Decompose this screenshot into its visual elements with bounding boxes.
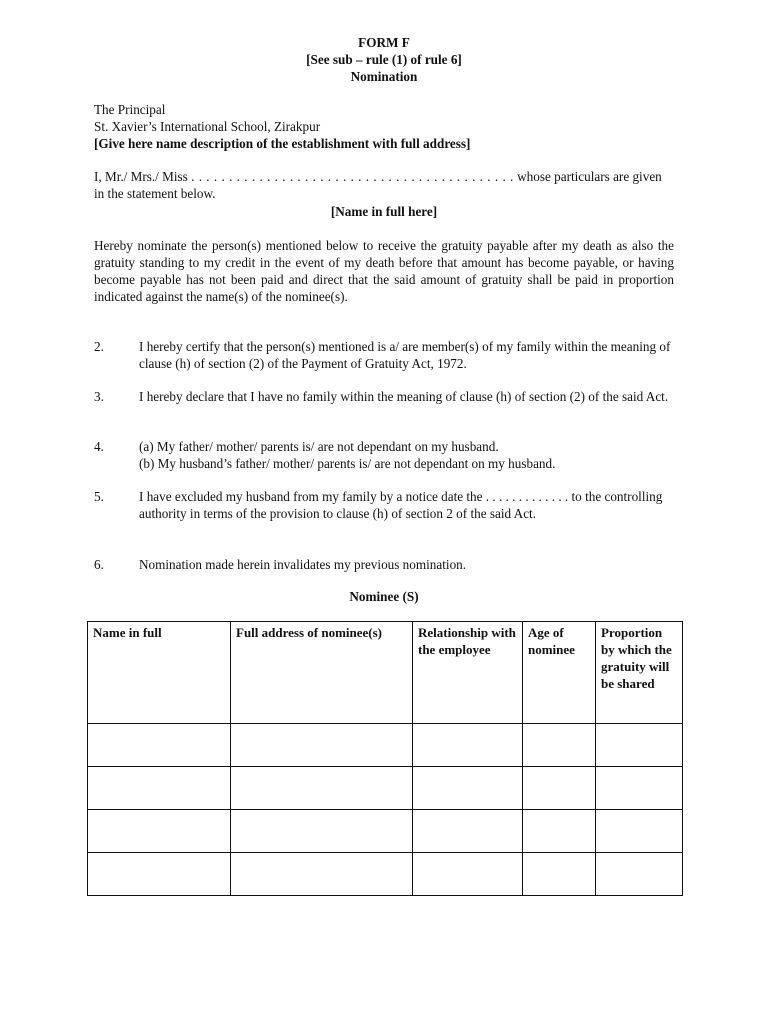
table-row	[88, 810, 683, 853]
intro-suffix: whose particulars are given in the statement below.	[94, 169, 662, 201]
cell-age[interactable]	[523, 724, 596, 767]
item-number: 4.	[94, 439, 104, 454]
cell-name[interactable]	[88, 810, 231, 853]
cell-proportion[interactable]	[596, 853, 683, 896]
address-line-3: [Give here name description of the establishment with full address]	[94, 136, 471, 151]
intro-statement	[94, 168, 674, 202]
cell-proportion[interactable]	[596, 810, 683, 853]
item-number: 6.	[94, 557, 104, 572]
item-text-block	[139, 438, 679, 472]
cell-address[interactable]	[231, 767, 413, 810]
cell-proportion[interactable]	[596, 767, 683, 810]
address-block	[94, 101, 684, 152]
address-line-1: The Principal	[94, 102, 166, 117]
nominee-table	[87, 621, 683, 896]
cell-relationship[interactable]	[413, 767, 523, 810]
form-heading: Nomination	[350, 69, 418, 84]
cell-address[interactable]	[231, 853, 413, 896]
form-title: FORM F	[358, 35, 410, 50]
item-number: 3.	[94, 389, 104, 404]
table-row	[88, 724, 683, 767]
cell-proportion[interactable]	[596, 724, 683, 767]
intro-prefix: I, Mr./ Mrs./ Miss	[94, 169, 188, 184]
col-header-relationship: Relationship with the employee	[413, 622, 523, 724]
item-text: Nomination made herein invalidates my previous nomination.	[139, 557, 467, 572]
item-number: 2.	[94, 339, 104, 354]
cell-name[interactable]	[88, 724, 231, 767]
item-text-a: (a) My father/ mother/ parents is/ are not dependant on my husband.	[139, 439, 499, 454]
form-subtitle: [See sub – rule (1) of rule 6]	[306, 52, 462, 67]
item-text: I hereby certify that the person(s) mentioned is a/ are member(s) of my family within the meaning of clause (h) of section (2) of the Payment of Gratuity Act, 1972.	[139, 339, 671, 371]
item-text: I have excluded my husband from my family by a notice date the . . . . . . . . . . . . . to the controlling authority in terms of the provision to clause (h) of section 2 of the said Act.	[139, 489, 663, 521]
col-header-age: Age of nominee	[523, 622, 596, 724]
cell-name[interactable]	[88, 853, 231, 896]
nomination-paragraph: Hereby nominate the person(s) mentioned below to receive the gratuity payable after my death as also the gratuity standing to my credit in the event of my death before that amount has become payable, or having become payable has not been paid and direct that the said amount of gratuity shall be paid in proportion indicated against the name(s) of the nominee(s).	[94, 238, 674, 304]
cell-relationship[interactable]	[413, 810, 523, 853]
name-fill-dots: . . . . . . . . . . . . . . . . . . . . . . . . . . . . . . . . . . . . . . . . . . .	[191, 169, 514, 184]
item-text-b: (b) My husband’s father/ mother/ parents is/ are not dependant on my husband.	[139, 456, 556, 471]
col-header-proportion: Proportion by which the gratuity will be shared	[596, 622, 683, 724]
item-text: I hereby declare that I have no family within the meaning of clause (h) of section (2) of the said Act.	[139, 389, 669, 404]
cell-name[interactable]	[88, 767, 231, 810]
cell-age[interactable]	[523, 853, 596, 896]
table-row	[88, 853, 683, 896]
cell-address[interactable]	[231, 810, 413, 853]
col-header-name: Name in full	[88, 622, 231, 724]
name-hint: [Name in full here]	[330, 204, 438, 219]
cell-address[interactable]	[231, 724, 413, 767]
item-number: 5.	[94, 489, 104, 504]
cell-relationship[interactable]	[413, 853, 523, 896]
cell-age[interactable]	[523, 767, 596, 810]
cell-age[interactable]	[523, 810, 596, 853]
nominee-section-title: Nominee (S)	[349, 589, 419, 604]
address-line-2: St. Xavier’s International School, Zirakpur	[94, 119, 321, 134]
table-header-row	[88, 622, 683, 724]
col-header-address: Full address of nominee(s)	[231, 622, 413, 724]
table-row	[88, 767, 683, 810]
cell-relationship[interactable]	[413, 724, 523, 767]
